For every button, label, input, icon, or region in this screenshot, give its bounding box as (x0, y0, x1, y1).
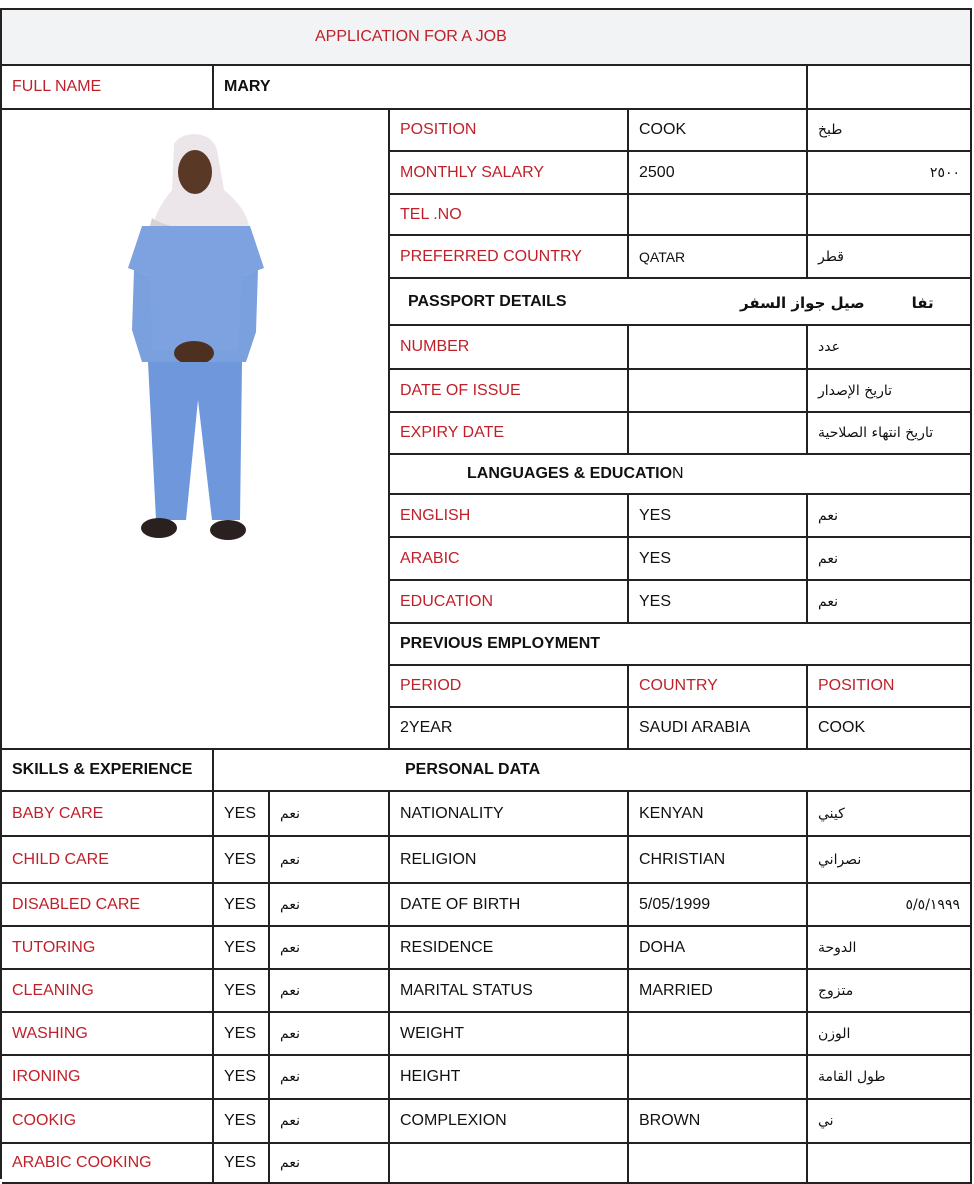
skill-label: TUTORING (2, 927, 214, 970)
job-info-arabic: طبخ (808, 110, 972, 152)
passport-heading: PASSPORT DETAILS (390, 279, 972, 326)
job-info-label: POSITION (390, 110, 629, 152)
previous-employment-column: PERIOD (390, 666, 629, 708)
personal-arabic: طول القامة (808, 1056, 972, 1100)
personal-value (629, 1013, 808, 1056)
personal-arabic: ٥/٥/١٩٩٩ (808, 884, 972, 927)
personal-value: DOHA (629, 927, 808, 970)
skill-arabic: نعم (270, 970, 390, 1013)
personal-arabic: الوزن (808, 1013, 972, 1056)
skill-value: YES (214, 1056, 270, 1100)
language-label: ARABIC (390, 538, 629, 581)
personal-value: CHRISTIAN (629, 837, 808, 884)
previous-employment-column: POSITION (808, 666, 972, 708)
skill-value: YES (214, 927, 270, 970)
personal-label (390, 1144, 629, 1184)
personal-value: BROWN (629, 1100, 808, 1144)
skill-value: YES (214, 1013, 270, 1056)
passport-value (629, 326, 808, 370)
skill-arabic: نعم (270, 927, 390, 970)
job-info-label: PREFERRED COUNTRY (390, 236, 629, 279)
job-info-label: MONTHLY SALARY (390, 152, 629, 195)
skill-value: YES (214, 1100, 270, 1144)
languages-heading-tail: N (672, 465, 684, 482)
skill-label: IRONING (2, 1056, 214, 1100)
personal-label: RELIGION (390, 837, 629, 884)
job-info-arabic (808, 195, 972, 236)
passport-label: NUMBER (390, 326, 629, 370)
skill-arabic: نعم (270, 837, 390, 884)
languages-heading (390, 455, 972, 495)
applicant-photo (2, 110, 390, 750)
language-arabic: نعم (808, 538, 972, 581)
previous-employment-value: SAUDI ARABIA (629, 708, 808, 750)
passport-arabic: تاريخ الإصدار (808, 370, 972, 413)
language-label: ENGLISH (390, 495, 629, 538)
personal-arabic: ني (808, 1100, 972, 1144)
skill-arabic: نعم (270, 1013, 390, 1056)
personal-label: MARITAL STATUS (390, 970, 629, 1013)
personal-arabic (808, 1144, 972, 1184)
skill-value: YES (214, 970, 270, 1013)
skill-label: WASHING (2, 1013, 214, 1056)
passport-heading-arabic: تفا صيل جواز السفر (740, 293, 934, 312)
skill-arabic: نعم (270, 1100, 390, 1144)
skills-heading: SKILLS & EXPERIENCE (2, 750, 214, 792)
job-info-arabic: قطر (808, 236, 972, 279)
passport-value (629, 413, 808, 455)
skill-label: BABY CARE (2, 792, 214, 837)
skill-arabic: نعم (270, 1056, 390, 1100)
job-info-value: 2500 (629, 152, 808, 195)
languages-heading-main: LANGUAGES & EDUCATIO (467, 465, 673, 482)
passport-arabic: عدد (808, 326, 972, 370)
personal-label: HEIGHT (390, 1056, 629, 1100)
previous-employment-value: COOK (808, 708, 972, 750)
personal-label: NATIONALITY (390, 792, 629, 837)
personal-value (629, 1144, 808, 1184)
personal-value (629, 1056, 808, 1100)
passport-label: EXPIRY DATE (390, 413, 629, 455)
personal-arabic: الدوحة (808, 927, 972, 970)
passport-arabic: تاريخ انتهاء الصلاحية (808, 413, 972, 455)
skill-arabic: نعم (270, 884, 390, 927)
skill-label: DISABLED CARE (2, 884, 214, 927)
personal-label: RESIDENCE (390, 927, 629, 970)
language-label: EDUCATION (390, 581, 629, 624)
personal-label: COMPLEXION (390, 1100, 629, 1144)
previous-employment-value: 2YEAR (390, 708, 629, 750)
personal-label: DATE OF BIRTH (390, 884, 629, 927)
skill-value: YES (214, 837, 270, 884)
form-title: APPLICATION FOR A JOB (2, 10, 972, 66)
job-info-value: QATAR (629, 236, 808, 279)
language-arabic: نعم (808, 581, 972, 624)
personal-value: 5/05/1999 (629, 884, 808, 927)
skill-arabic: نعم (270, 792, 390, 837)
applicant-figure (2, 110, 388, 748)
skill-label: ARABIC COOKING (2, 1144, 214, 1184)
personal-value: KENYAN (629, 792, 808, 837)
language-value: YES (629, 538, 808, 581)
job-info-value: COOK (629, 110, 808, 152)
skill-label: COOKIG (2, 1100, 214, 1144)
passport-value (629, 370, 808, 413)
job-info-arabic: ٢٥٠٠ (808, 152, 972, 195)
skill-value: YES (214, 792, 270, 837)
language-value: YES (629, 581, 808, 624)
language-arabic: نعم (808, 495, 972, 538)
skill-arabic: نعم (270, 1144, 390, 1184)
full-name-extra (808, 66, 972, 110)
previous-employment-column: COUNTRY (629, 666, 808, 708)
personal-arabic: نصراني (808, 837, 972, 884)
job-info-value (629, 195, 808, 236)
skill-label: CHILD CARE (2, 837, 214, 884)
previous-employment-heading: PREVIOUS EMPLOYMENT (390, 624, 972, 666)
full-name-label: FULL NAME (2, 66, 214, 110)
passport-label: DATE OF ISSUE (390, 370, 629, 413)
skill-value: YES (214, 1144, 270, 1184)
personal-heading: PERSONAL DATA (214, 750, 972, 792)
skill-value: YES (214, 884, 270, 927)
skill-label: CLEANING (2, 970, 214, 1013)
personal-label: WEIGHT (390, 1013, 629, 1056)
personal-arabic: متزوج (808, 970, 972, 1013)
personal-arabic: كيني (808, 792, 972, 837)
job-info-label: TEL .NO (390, 195, 629, 236)
full-name-value: MARY (214, 66, 808, 110)
personal-value: MARRIED (629, 970, 808, 1013)
language-value: YES (629, 495, 808, 538)
